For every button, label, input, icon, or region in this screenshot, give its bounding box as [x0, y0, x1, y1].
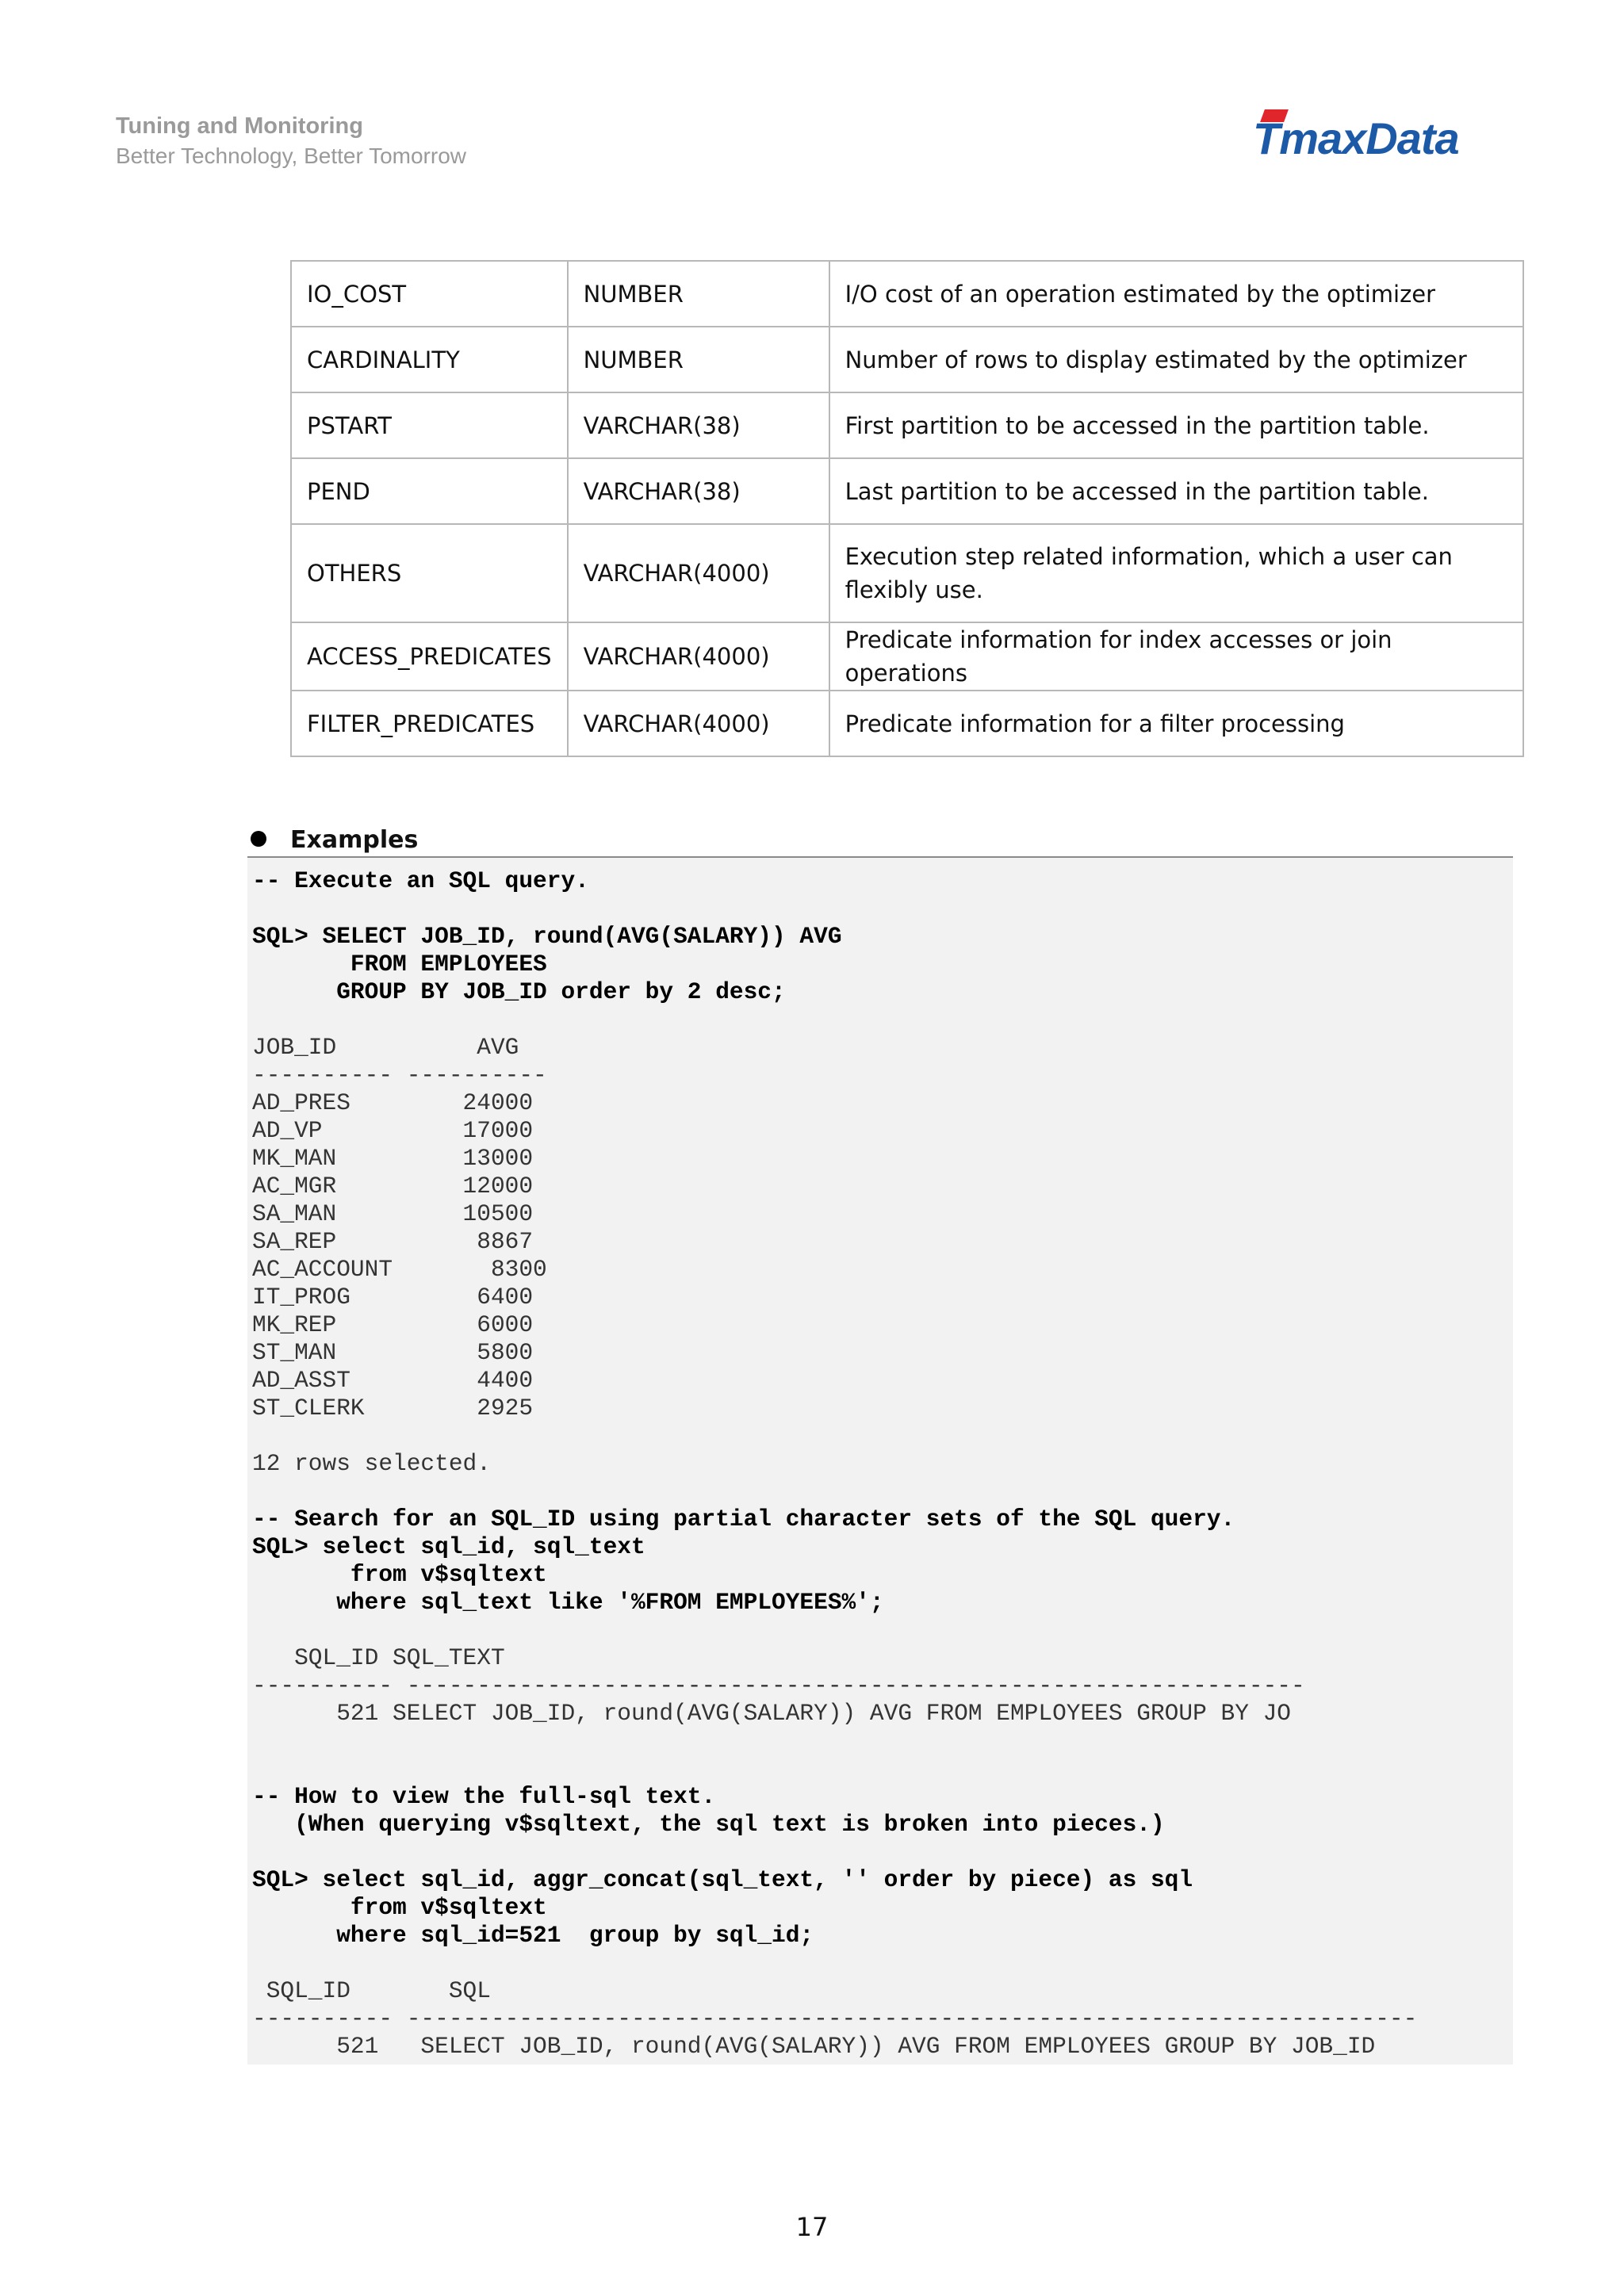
description-cell: First partition to be accessed in the partition table.	[829, 392, 1523, 458]
code-line: IT_PROG 6400	[252, 1284, 534, 1311]
code-line: AC_MGR 12000	[252, 1173, 534, 1200]
code-line: MK_MAN 13000	[252, 1145, 534, 1172]
code-line: ---------- ------------------------------------------------------------------------	[252, 2005, 1418, 2032]
code-example-block	[247, 858, 1513, 2064]
examples-heading	[251, 825, 418, 856]
description-cell: Execution step related information, which a user can flexibly use.	[829, 524, 1523, 622]
table-row	[291, 691, 1523, 756]
code-line: SQL_ID SQL	[252, 1977, 491, 2004]
code-line: JOB_ID AVG	[252, 1034, 519, 1061]
header-subtitle: Better Technology, Better Tomorrow	[116, 144, 466, 168]
code-line: AD_PRES 24000	[252, 1089, 534, 1116]
header-title: Tuning and Monitoring	[116, 113, 363, 139]
data-type-cell: VARCHAR(38)	[568, 458, 829, 524]
code-line: SQL_ID SQL_TEXT	[252, 1644, 505, 1671]
data-type-cell: VARCHAR(4000)	[568, 691, 829, 756]
data-type-cell: VARCHAR(4000)	[568, 524, 829, 622]
code-line: SQL> select sql_id, aggr_concat(sql_text, '' order by piece) as sql	[252, 1866, 1193, 1893]
code-line: GROUP BY JOB_ID order by 2 desc;	[252, 978, 786, 1005]
code-line: 521 SELECT JOB_ID, round(AVG(SALARY)) AVG FROM EMPLOYEES GROUP BY JO	[252, 1700, 1292, 1727]
code-line: SA_REP 8867	[252, 1228, 534, 1255]
tmaxdata-logo	[1253, 105, 1515, 163]
code-line: -- Execute an SQL query.	[252, 867, 589, 894]
page-number: 17	[795, 2212, 829, 2242]
data-type-cell: VARCHAR(38)	[568, 392, 829, 458]
data-type-cell: VARCHAR(4000)	[568, 622, 829, 691]
code-line: SQL> SELECT JOB_ID, round(AVG(SALARY)) AVG	[252, 923, 842, 950]
code-line: (When querying v$sqltext, the sql text is broken into pieces.)	[252, 1811, 1165, 1838]
code-line: 521 SELECT JOB_ID, round(AVG(SALARY)) AVG FROM EMPLOYEES GROUP BY JOB_ID	[252, 2033, 1376, 2060]
code-line: FROM EMPLOYEES	[252, 951, 547, 978]
description-cell: I/O cost of an operation estimated by the optimizer	[829, 261, 1523, 327]
code-line: -- Search for an SQL_ID using partial character sets of the SQL query.	[252, 1506, 1235, 1533]
examples-heading-text: Examples	[290, 826, 419, 854]
code-line: -- How to view the full-sql text.	[252, 1783, 716, 1810]
column-name-cell: ACCESS_PREDICATES	[291, 622, 568, 691]
code-line: AC_ACCOUNT 8300	[252, 1256, 547, 1283]
code-line: ST_MAN 5800	[252, 1339, 534, 1366]
code-line: ST_CLERK 2925	[252, 1395, 534, 1422]
code-line: SQL> select sql_id, sql_text	[252, 1533, 645, 1560]
column-name-cell: CARDINALITY	[291, 327, 568, 392]
code-line: from v$sqltext	[252, 1894, 547, 1921]
column-name-cell: PSTART	[291, 392, 568, 458]
code-line: AD_ASST 4400	[252, 1367, 534, 1394]
table-row	[291, 261, 1523, 327]
table-row	[291, 458, 1523, 524]
description-cell: Predicate information for index accesses or join operations	[829, 622, 1523, 691]
code-line: AD_VP 17000	[252, 1117, 534, 1144]
table-row	[291, 327, 1523, 392]
code-line: where sql_id=521 group by sql_id;	[252, 1922, 814, 1949]
description-cell: Number of rows to display estimated by the optimizer	[829, 327, 1523, 392]
description-cell: Last partition to be accessed in the partition table.	[829, 458, 1523, 524]
column-spec-table	[290, 260, 1524, 757]
data-type-cell: NUMBER	[568, 327, 829, 392]
logo-wordmark: TmaxData	[1253, 113, 1459, 163]
code-line: where sql_text like '%FROM EMPLOYEES%';	[252, 1589, 884, 1616]
bullet-icon	[251, 831, 266, 847]
data-type-cell: NUMBER	[568, 261, 829, 327]
code-line: MK_REP 6000	[252, 1311, 534, 1338]
table-row	[291, 392, 1523, 458]
column-name-cell: FILTER_PREDICATES	[291, 691, 568, 756]
code-line: SA_MAN 10500	[252, 1200, 534, 1227]
code-line: 12 rows selected.	[252, 1450, 491, 1477]
column-name-cell: IO_COST	[291, 261, 568, 327]
description-cell: Predicate information for a filter processing	[829, 691, 1523, 756]
column-name-cell: OTHERS	[291, 524, 568, 622]
table-row	[291, 524, 1523, 622]
code-line: from v$sqltext	[252, 1561, 547, 1588]
column-name-cell: PEND	[291, 458, 568, 524]
code-line: ---------- ----------------------------------------------------------------	[252, 1672, 1305, 1699]
table-row	[291, 622, 1523, 691]
code-text	[252, 867, 1417, 2061]
document-header	[116, 111, 466, 171]
code-line: ---------- ----------	[252, 1062, 547, 1089]
